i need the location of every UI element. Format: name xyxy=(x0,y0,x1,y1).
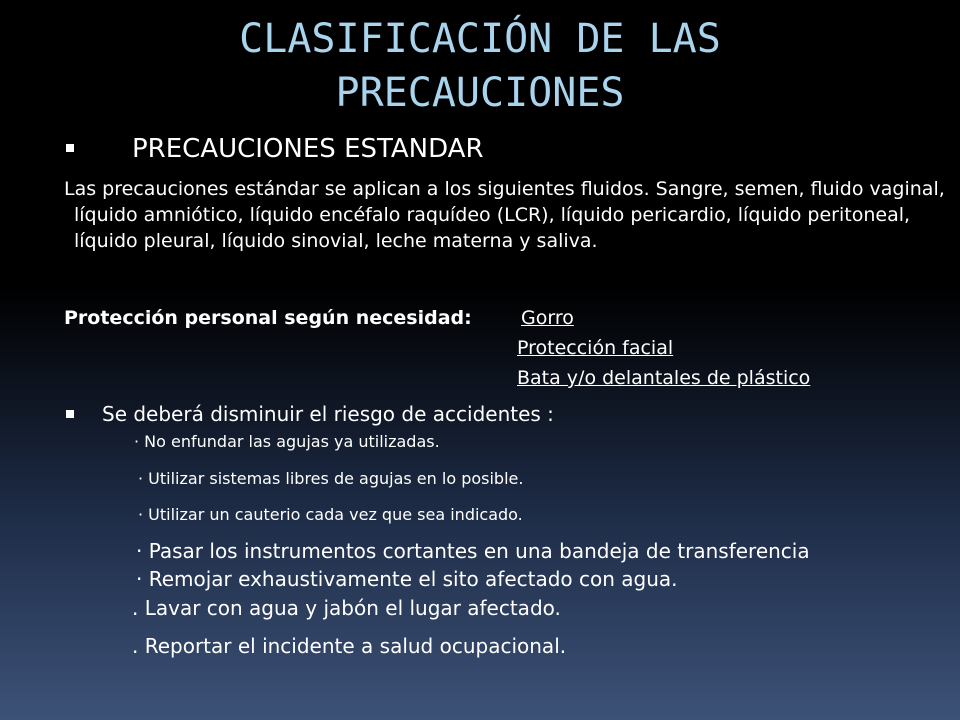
square-bullet-icon xyxy=(66,144,74,152)
risk-item-5: · Remojar exhaustivamente el sito afectado con agua. xyxy=(136,567,678,591)
risk-heading-text: Se deberá disminuir el riesgo de accidentes : xyxy=(102,402,554,426)
risk-item-2: · Utilizar sistemas libres de agujas en lo posible. xyxy=(138,469,524,488)
section-heading-text: PRECAUCIONES ESTANDAR xyxy=(132,134,484,164)
title-line-1: CLASIFICACIÓN DE LAS xyxy=(239,16,721,62)
risk-item-6: . Lavar con agua y jabón el lugar afectado. xyxy=(132,596,561,620)
protection-item-gorro: Gorro xyxy=(521,307,574,329)
risk-item-3: · Utilizar un cauterio cada vez que sea indicado. xyxy=(138,505,523,524)
risk-item-7: . Reportar el incidente a salud ocupacional. xyxy=(132,634,567,658)
fluids-paragraph: Las precauciones estándar se aplican a los siguientes fluidos. Sangre, semen, fluido vaginal, líquido amniótico, líquido encéfalo raquídeo (LCR), líquido pericardio, líquido peritoneal, líquido pleural, líquido sinovial, leche materna y saliva. xyxy=(64,178,945,252)
risk-item-1: · No enfundar las agujas ya utilizadas. xyxy=(134,432,440,451)
protection-item-facial: Protección facial xyxy=(517,337,674,359)
protection-label: Protección personal según necesidad: xyxy=(64,307,472,329)
title-line-2: PRECAUCIONES xyxy=(335,70,625,116)
risk-item-4: · Pasar los instrumentos cortantes en una bandeja de transferencia xyxy=(136,539,810,563)
square-bullet-icon xyxy=(66,410,74,418)
protection-item-bata: Bata y/o delantales de plástico xyxy=(517,367,811,389)
slide-title xyxy=(0,12,960,120)
